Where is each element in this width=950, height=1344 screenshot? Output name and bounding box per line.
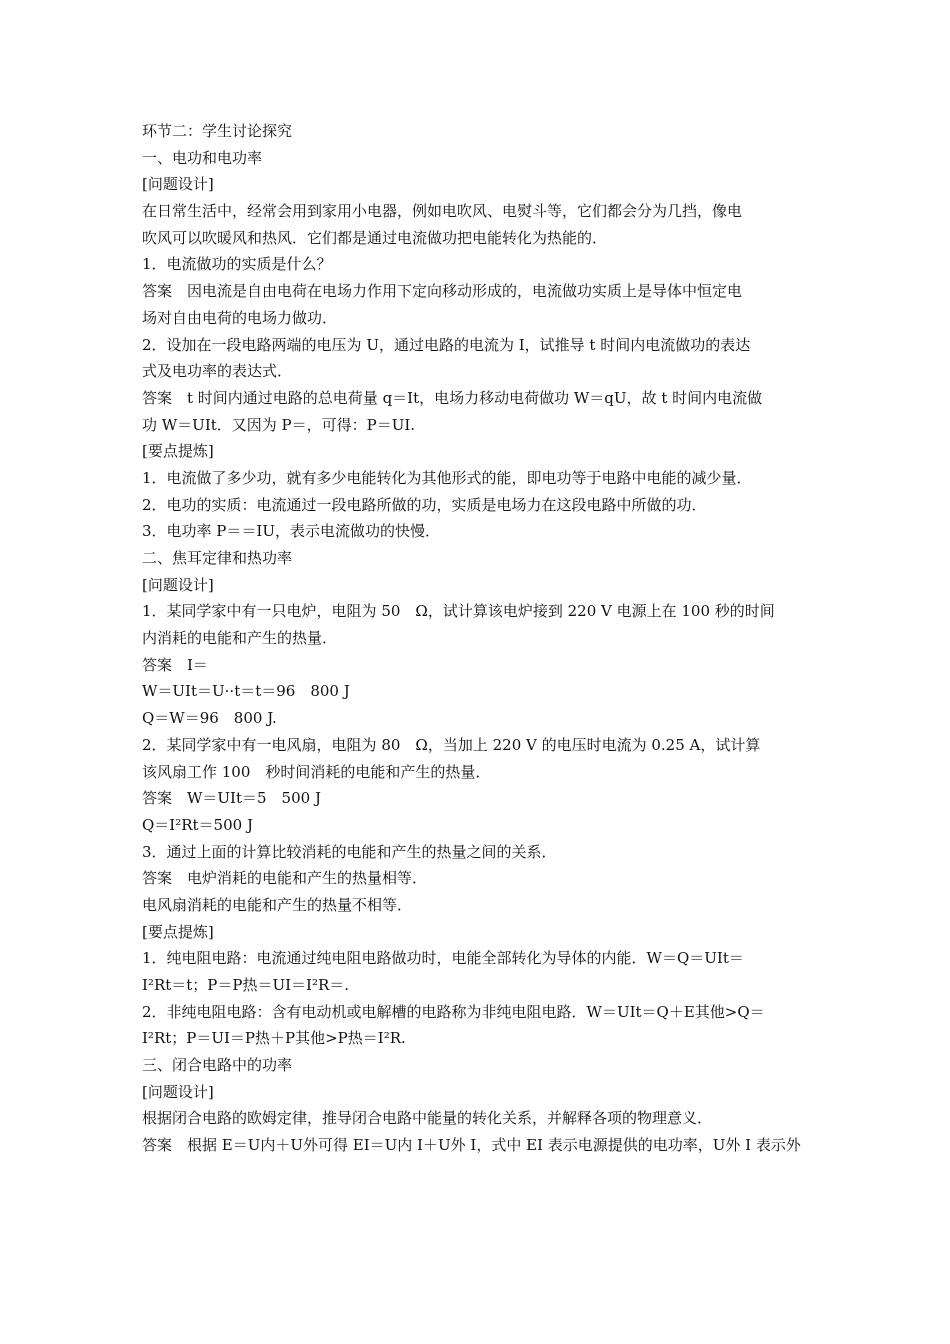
question-2: 2．设加在一段电路两端的电压为 U，通过电路的电流为 I，试推导 t 时间内电流做功的表达 [142, 335, 751, 354]
paragraph-line: 吹风可以吹暖风和热风．它们都是通过电流做功把电能转化为热能的． [142, 228, 608, 247]
answer-line: 功 W＝UIt．又因为 P＝，可得：P＝UI. [142, 415, 416, 434]
section-title-electric-work-power: 一、电功和电功率 [142, 148, 263, 167]
formula-line: W＝UIt＝U··t＝t＝96 800 J [142, 682, 350, 701]
key-point-2: 2．电功的实质：电流通过一段电路所做的功，实质是电场力在这段电路中所做的功． [142, 495, 707, 514]
answer-line: 场对自由电荷的电场力做功． [142, 308, 338, 327]
answer-line: 答案 t 时间内通过电路的总电荷量 q＝It，电场力移动电荷做功 W＝qU，故 t 时间内电流做 [142, 388, 763, 407]
answer-line: 答案 电炉消耗的电能和产生的热量相等． [142, 869, 428, 888]
question-1: 1．某同学家中有一只电炉，电阻为 50 Ω，试计算该电炉接到 220 V 电源上在 100 秒的时间 [142, 602, 775, 621]
question-2: 2．某同学家中有一电风扇，电阻为 80 Ω，当加上 220 V 的电压时电流为 0.25 A，试计算 [142, 735, 761, 754]
key-point-1: 1．电流做了多少功，就有多少电能转化为其他形式的能，即电功等于电路中电能的减少量． [142, 468, 752, 487]
formula-line: Q＝W＝96 800 J. [142, 709, 277, 728]
key-point-1: 1．纯电阻电路：电流通过纯电阻电路做功时，电能全部转化为导体的内能．W＝Q＝UIt＝ [142, 949, 744, 968]
section-title-closed-circuit-power: 三、闭合电路中的功率 [142, 1056, 293, 1075]
key-point-3: 3．电功率 P＝＝IU，表示电流做功的快慢． [142, 522, 440, 541]
answer-line: 电风扇消耗的电能和产生的热量不相等． [142, 895, 413, 914]
section-title-joule-law: 二、焦耳定律和热功率 [142, 549, 293, 567]
question-design-label: [问题设计] [142, 575, 214, 594]
answer-line: 答案 因电流是自由电荷在电场力作用下定向移动形成的，电流做功实质上是导体中恒定电 [142, 282, 743, 301]
key-points-label: [要点提炼] [142, 442, 214, 461]
key-point-1-cont: I²Rt＝t；P＝P热＝UI＝I²R＝. [142, 976, 350, 994]
key-point-2-cont: I²Rt；P＝UI＝P热＋P其他>P热＝I²R. [142, 1029, 406, 1048]
key-point-2: 2．非纯电阻电路：含有电动机或电解槽的电路称为非纯电阻电路．W＝UIt＝Q＋E其他>Q＝ [142, 1002, 765, 1021]
question-1: 1．电流做功的实质是什么？ [142, 255, 332, 274]
question-design-label: [问题设计] [142, 1082, 214, 1101]
question-1-cont: 内消耗的电能和产生的热量． [142, 629, 338, 648]
formula-line: Q＝I²Rt＝500 J [142, 815, 253, 834]
question-design-label: [问题设计] [142, 175, 214, 194]
question-2-cont: 式及电功率的表达式． [142, 362, 293, 381]
paragraph-line: 在日常生活中，经常会用到家用小电器，例如电吹风、电熨斗等，它们都会分为几挡，像电 [142, 202, 743, 221]
question-3: 3．通过上面的计算比较消耗的电能和产生的热量之间的关系． [142, 842, 557, 861]
section-heading: 环节二：学生讨论探究 [142, 122, 293, 140]
answer-line: 答案 I＝ [142, 655, 208, 674]
question-2-cont: 该风扇工作 100 秒时间消耗的电能和产生的热量． [142, 762, 491, 781]
document-page [142, 118, 814, 1159]
answer-line: 答案 W＝UIt＝5 500 J [142, 789, 321, 808]
answer-line: 答案 根据 E＝U内＋U外可得 EI＝U内 I＋U外 I，式中 EI 表示电源提供的电功率，U外 I 表示外 [142, 1136, 801, 1155]
paragraph-line: 根据闭合电路的欧姆定律，推导闭合电路中能量的转化关系，并解释各项的物理意义． [142, 1109, 713, 1128]
key-points-label: [要点提炼] [142, 922, 214, 941]
